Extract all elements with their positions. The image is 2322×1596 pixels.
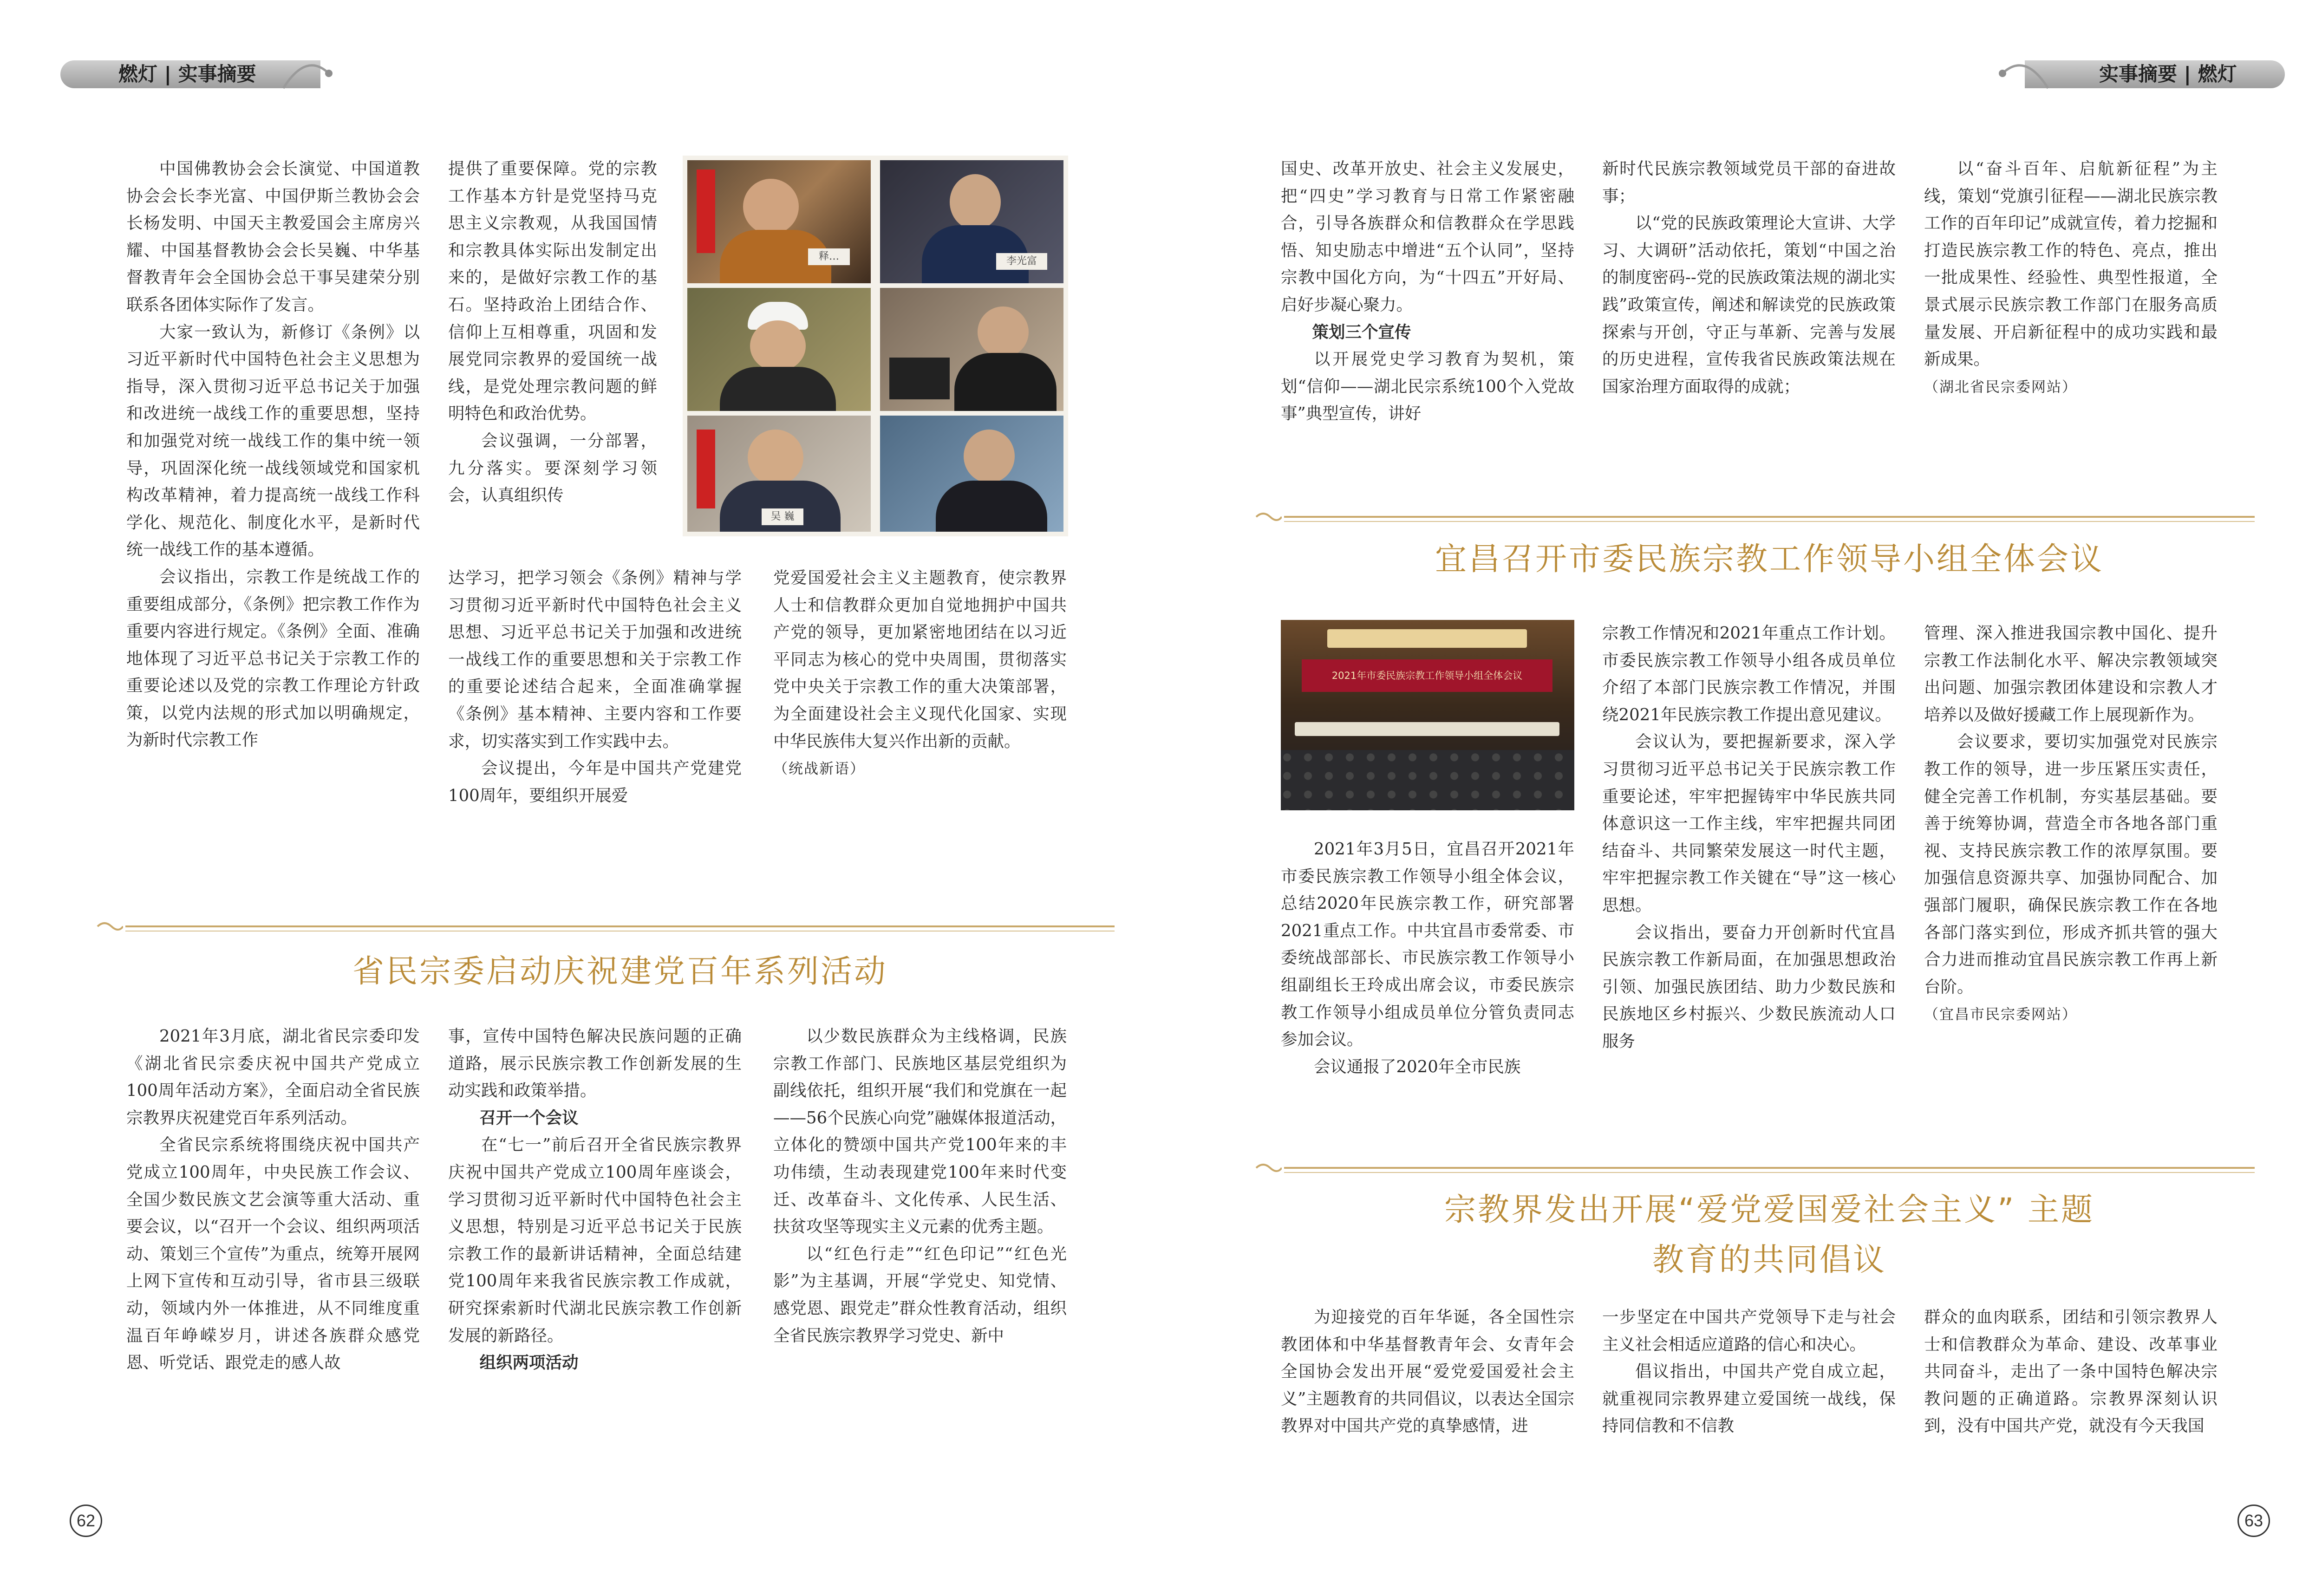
article1-source: （统战新语） <box>773 761 865 778</box>
article1-column-2-top <box>448 156 657 509</box>
article2-right-column-1 <box>1281 156 1574 428</box>
article1-column-1 <box>126 156 420 754</box>
divider-rule <box>1284 516 2255 518</box>
article4-title-line1: 宗教界发出开展“爱党爱国爱社会主义” 主题 <box>1444 1192 2095 1228</box>
header-ornament-right <box>1997 46 2053 93</box>
article1-paragraph: 党爱国爱社会主义主题教育，使宗教界人士和信教群众更加自觉地拥护中国共产党的领导，更加紧密地团结在以习近平同志为核心的党中央周围，贯彻落实党中央关于宗教工作的重大决策部署，为全面建设社会主义现代化国家、实现中华民族伟大复兴作出新的贡献。 <box>773 568 1067 751</box>
article2-subheading: 策划三个宣传 <box>1312 322 1411 342</box>
photo-taoist <box>880 160 1063 283</box>
article3-paragraph: 会议认为，要把握新要求，深入学习贯彻习近平总书记关于民族宗教工作重要论述，牢牢把握铸牢中华民族共同体意识这一工作主线，牢牢把握共同团结奋斗、共同繁荣发展这一时代主题，牢牢把握宗教工作关键在“导”这一核心思想。 <box>1602 732 1896 915</box>
article2-subheading: 召开一个会议 <box>479 1108 579 1127</box>
page-number-left <box>70 1505 102 1537</box>
article2-column-2 <box>448 1023 742 1377</box>
divider-ornament <box>1254 510 1282 524</box>
article1-paragraph: 会议指出，宗教工作是统战工作的重要组成部分，《条例》把宗教工作作为重要内容进行规定。《条例》全面、准确地体现了习近平总书记关于宗教工作的重要论述以及党的宗教工作理论方针政策，以党内法规的形式加以明确规定，为新时代宗教工作 <box>126 567 420 750</box>
article2-paragraph: 事，宣传中国特色解决民族问题的正确道路，展示民族宗教工作创新发展的生动实践和政策举措。 <box>448 1027 742 1101</box>
article1-paragraph: 大家一致认为，新修订《条例》以习近平新时代中国特色社会主义思想为指导，深入贯彻习近平总书记关于加强和改进统一战线工作的重要思想，坚持和加强党对统一战线工作的集中统一领导，巩固深化统一战线领域党和国家机构改革精神，着力提高统一战线工作科学化、规范化、制度化水平，是新时代统一战线工作的基本遵循。 <box>126 322 420 560</box>
article1-paragraph: 会议强调，一分部署，九分落实。要深刻学习领会，认真组织传 <box>448 431 657 505</box>
name-tag: 李光富 <box>996 253 1047 270</box>
article2-subheading: 组织两项活动 <box>479 1353 579 1373</box>
article4-column-1 <box>1281 1304 1574 1440</box>
article3-paragraph: 管理、深入推进我国宗教中国化、提升宗教工作法制化水平、解决宗教领域突出问题、加强宗教团体建设和宗教人才培养以及做好援藏工作上展现新作为。 <box>1924 624 2218 724</box>
article2-right-column-3 <box>1924 156 2218 401</box>
divider-rule <box>1284 1172 2255 1173</box>
article1-paragraph: 中国佛教协会会长演觉、中国道教协会会长李光富、中国伊斯兰教协会会长杨发明、中国天主教爱国会主席房兴耀、中国基督教协会会长吴巍、中华基督教青年会全国协会总干事吴建荣分别联系各团体实际作了发言。 <box>126 159 420 314</box>
article4-column-2 <box>1602 1304 1896 1440</box>
article2-column-3 <box>773 1023 1067 1349</box>
article3-paragraph: 2021年3月5日，宜昌召开2021年市委民族宗教工作领导小组全体会议，总结2020年民族宗教工作，研究部署2021重点工作。中共宜昌市委常委、市委统战部部长、市民族宗教工作领导小组副组长王玲成出席会议，市委民族宗教工作领导小组成员单位分管负责同志参加会议。 <box>1281 840 1574 1049</box>
header-label-right: 实事摘要 | 燃灯 <box>2099 63 2237 85</box>
article4-paragraph: 倡议指出，中国共产党自成立起，就重视同宗教界建立爱国统一战线，保持同信教和不信教 <box>1602 1362 1896 1436</box>
article3-title: 宜昌召开市委民族宗教工作领导小组全体会议 <box>1435 541 2104 578</box>
article3-column-1 <box>1281 836 1574 1081</box>
article1-paragraph: 提供了重要保障。党的宗教工作基本方针是党坚持马克思主义宗教观，从我国国情和宗教具体实际出发制定出来的，是做好宗教工作的基石。坚持政治上团结合作、信仰上互相尊重，巩固和发展党同宗教界的爱国统一战线，是党处理宗教问题的鲜明特色和政治优势。 <box>448 159 657 423</box>
divider-ornament <box>95 919 123 933</box>
photo-imam <box>687 288 871 411</box>
page-number-right <box>2237 1505 2270 1537</box>
name-tag: 释… <box>808 248 850 265</box>
article4-title-line2: 教育的共同倡议 <box>1652 1242 1886 1278</box>
page-number-left-text: 62 <box>76 1511 96 1530</box>
page-number-right-text: 63 <box>2244 1511 2263 1530</box>
article4-column-3 <box>1924 1304 2218 1440</box>
article1-column-3 <box>773 565 1067 783</box>
article3-column-2 <box>1602 620 1896 1055</box>
article2-source: （湖北省民宗委网站） <box>1924 378 2077 396</box>
article2-paragraph: 全省民宗系统将围绕庆祝中国共产党成立100周年，中央民族工作会议、全国少数民族文艺会演等重大活动、重要会议，以“召开一个会议、组织两项活动、策划三个宣传”为重点，统筹开展网上网下宣传和互动引导，省市县三级联动，领域内外一体推进，从不同维度重温百年峥嵘岁月，讲述各族群众感党恩、听党话、跟党走的感人故 <box>126 1135 420 1373</box>
name-tag: 吴 巍 <box>762 508 803 525</box>
article4-paragraph: 一步坚定在中国共产党领导下走与社会主义社会相适应道路的信心和决心。 <box>1602 1308 1896 1354</box>
article3-paragraph: 宗教工作情况和2021年重点工作计划。市委民族宗教工作领导小组各成员单位介绍了本部门民族宗教工作情况，并围绕2021年民族宗教工作提出意见建议。 <box>1602 624 1896 724</box>
header-label-left: 燃灯 | 实事摘要 <box>118 63 256 85</box>
divider-ornament <box>1254 1161 1282 1175</box>
article2-column-1 <box>126 1023 420 1377</box>
photo-ymca <box>880 416 1063 532</box>
divider-rule <box>125 931 1115 932</box>
photo-grid <box>683 156 1068 536</box>
article2-paragraph: 以开展党史学习教育为契机，策划“信仰——湖北民宗系统100个入党故事”典型宣传，讲好 <box>1281 350 1574 423</box>
photo-bishop <box>880 288 1063 411</box>
article2-paragraph: 以“奋斗百年、启航新征程”为主线，策划“党旗引征程——湖北民族宗教工作的百年印记”成就宣传，着力挖掘和打造民族宗教工作的特色、亮点，推出一批成果性、经验性、典型性报道，全景式展示民族宗教工作部门在服务高质量发展、开启新征程中的成功实践和最新成果。 <box>1924 159 2218 369</box>
article2-paragraph: 以“红色行走”“红色印记”“红色光影”为主基调，开展“学党史、知党情、感党恩、跟党走”群众性教育活动，组织全省民族宗教界学习党史、新中 <box>773 1244 1067 1345</box>
article3-column-3 <box>1924 620 2218 1029</box>
article1-paragraph: 会议提出，今年是中国共产党建党100周年，要组织开展爱 <box>448 759 742 805</box>
article2-paragraph: 以少数民族群众为主线格调，民族宗教工作部门、民族地区基层党组织为副线依托，组织开展“我们和党旗在一起——56个民族心向党”融媒体报道活动，立体化的赞颂中国共产党100年来的丰功伟绩，生动表现建党100年来时代变迁、改革奋斗、文化传承、人民生活、扶贫攻坚等现实主义元素的优秀主题。 <box>773 1027 1067 1237</box>
photo-pastor <box>687 416 871 532</box>
conference-photo <box>1281 620 1574 810</box>
article2-paragraph: 以“党的民族政策理论大宣讲、大学习、大调研”活动依托，策划“中国之治的制度密码--党的民族政策法规的湖北实践”政策宣传，阐述和解读党的民族政策探索与开创，守正与革新、完善与发展的历史进程，宣传我省民族政策法规在国家治理方面取得的成就； <box>1602 214 1896 396</box>
article2-title: 省民宗委启动庆祝建党百年系列活动 <box>352 953 887 990</box>
article4-paragraph: 群众的血肉联系，团结和引领宗教界人士和信教群众为革命、建设、改革事业共同奋斗，走出了一条中国特色解决宗教问题的正确道路。宗教界深刻认识到，没有中国共产党，就没有今天我国 <box>1924 1308 2218 1436</box>
article4-paragraph: 为迎接党的百年华诞，各全国性宗教团体和中华基督教青年会、女青年会全国协会发出开展“爱党爱国爱社会主义”主题教育的共同倡议，以表达全国宗教界对中国共产党的真挚感情，进 <box>1281 1308 1574 1436</box>
header-ornament-left <box>279 46 334 93</box>
article3-source: （宜昌市民宗委网站） <box>1924 1006 2077 1023</box>
photo-monk <box>687 160 871 283</box>
article2-paragraph: 国史、改革开放史、社会主义发展史，把“四史”学习教育与日常工作紧密融合，引导各族群众和信教群众在学思践悟、知史励志中增进“五个认同”，坚持宗教中国化方向，为“十四五”开好局、启好步凝心聚力。 <box>1281 159 1574 314</box>
article3-paragraph: 会议要求，要切实加强党对民族宗教工作的领导，进一步压紧压实责任，健全完善工作机制，夯实基层基础。要善于统筹协调，营造全市各地各部门重视、支持民族宗教工作的浓厚氛围。要加强信息资源共享、加强协同配合、加强部门履职，确保民族宗教工作在各地各部门落实到位，形成齐抓共管的强大合力进而推动宜昌民族宗教工作再上新台阶。 <box>1924 732 2218 997</box>
divider-rule <box>1284 521 2255 522</box>
article2-paragraph: 在“七一”前后召开全省民族宗教界庆祝中国共产党成立100周年座谈会，学习贯彻习近平新时代中国特色社会主义思想，特别是习近平总书记关于民族宗教工作的最新讲话精神，全面总结建党100周年来我省民族宗教工作成就，研究探索新时代湖北民族宗教工作创新发展的新路径。 <box>448 1135 742 1345</box>
article3-paragraph: 会议通报了2020年全市民族 <box>1314 1057 1521 1076</box>
article2-paragraph: 新时代民族宗教领域党员干部的奋进故事； <box>1602 159 1896 206</box>
conference-banner: 2021年市委民族宗教工作领导小组全体会议 <box>1302 659 1552 692</box>
article1-column-2-bottom <box>448 565 742 809</box>
article1-paragraph: 达学习，把学习领会《条例》精神与学习贯彻习近平新时代中国特色社会主义思想、习近平总书记关于加强和改进统一战线工作的重要思想和关于宗教工作的重要论述结合起来，全面准确掌握《条例》基本精神、主要内容和工作要求，切实落实到工作实践中去。 <box>448 568 742 751</box>
article2-right-column-2 <box>1602 156 1896 400</box>
divider-rule <box>1284 1167 2255 1169</box>
divider-rule <box>125 925 1115 927</box>
article2-paragraph: 2021年3月底，湖北省民宗委印发《湖北省民宗委庆祝中国共产党成立100周年活动方案》，全面启动全省民族宗教界庆祝建党百年系列活动。 <box>126 1027 420 1127</box>
article3-paragraph: 会议指出，要奋力开创新时代宜昌民族宗教工作新局面，在加强思想政治引领、加强民族团结、助力少数民族和民族地区乡村振兴、少数民族流动人口服务 <box>1602 923 1896 1051</box>
